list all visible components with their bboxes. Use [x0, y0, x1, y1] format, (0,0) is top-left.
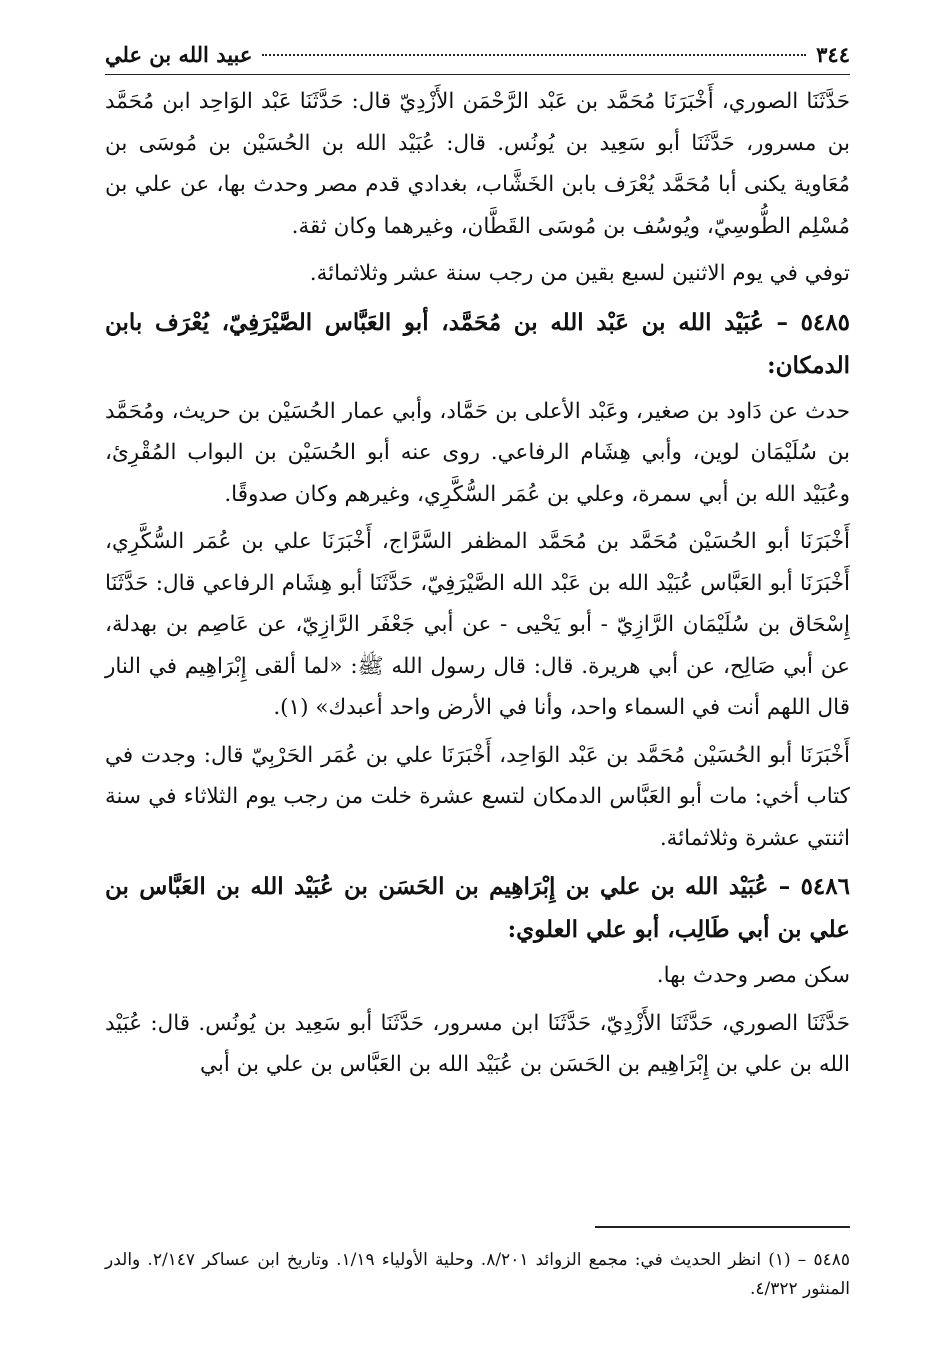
- paragraph: حَدَّثَنَا الصوري، حَدَّثَنَا الأَزْدِيّ، حَدَّثَنَا ابن مسرور، حَدَّثَنَا أبو سَعِيد بن يُونُس. قال: عُبَيْد الله بن علي بن إِبْرَاهِيم بن الحَسَن بن عُبَيْد الله بن العَبَّاس بن علي بن أبي: [105, 1010, 850, 1077]
- paragraph: حدث عن دَاود بن صغير، وعَبْد الأعلى بن حَمَّاد، وأبي عمار الحُسَيْن بن حريث، ومُحَمَّد بن سُلَيْمَان لوين، وأبي هِشَام الرفاعي. روى عنه أبو الحُسَيْن بن البواب المُقْرِئ، وعُبَيْد الله بن أبي سمرة، وعلي بن عُمَر السُّكَّرِي، وغيرهم وكان صدوقًا.: [105, 398, 850, 507]
- footnote-divider: [595, 1226, 850, 1228]
- running-header: [105, 40, 850, 75]
- paragraph: أَخْبَرَنَا أبو الحُسَيْن مُحَمَّد بن مُحَمَّد المظفر السَّرَّاج، أَخْبَرَنَا علي بن عُمَر السُّكَّرِي، أَخْبَرَنَا أبو العَبَّاس عُبَيْد الله بن عَبْد الله الصَّيْرَفِيّ، حَدَّثَنَا أبو هِشَام الرفاعي قال: حَدَّثَنَا إِسْحَاق بن سُلَيْمَان الرَّازِيّ - أبو يَحْيى - عن أبي جَعْفَر الرَّازِيّ، عن عَاصِم بن بهدلة، عن أبي صَالِح، عن أبي هريرة. قال: قال رسول الله ﷺ: «لما ألقى إِبْرَاهِيم في النار قال اللهم أنت في السماء واحد، وأنا في الأرض واحد أعبدك» (١).: [105, 529, 850, 720]
- leader-dots: [262, 54, 806, 56]
- footnote: ٥٤٨٥ – (١) انظر الحديث في: مجمع الزوائد ٨/٢٠١. وحلية الأولياء ١/١٩. وتاريخ ابن عساكر ٢/١٤٧. والدر المنثور ٤/٣٢٢.: [105, 1250, 850, 1299]
- entry-heading-5486: ٥٤٨٦ – عُبَيْد الله بن علي بن إِبْرَاهِيم بن الحَسَن بن عُبَيْد الله بن العَبَّاس بن علي بن أبي طَالِب، أبو علي العلوي:: [105, 873, 850, 943]
- page-number: ٣٤٤: [816, 42, 850, 67]
- paragraph: توفي في يوم الاثنين لسبع بقين من رجب سنة عشر وثلاثمائة.: [309, 261, 850, 286]
- entry-heading-5485: ٥٤٨٥ – عُبَيْد الله بن عَبْد الله بن مُحَمَّد، أبو العَبَّاس الصَّيْرَفِيّ، يُعْرَف بابن الدمكان:: [105, 308, 850, 379]
- paragraph: أَخْبَرَنَا أبو الحُسَيْن مُحَمَّد بن عَبْد الوَاحِد، أَخْبَرَنَا علي بن عُمَر الحَرْبِيّ قال: وجدت في كتاب أخي: مات أبو العَبَّاس الدمكان لتسع عشرة خلت من رجب يوم الثلاثاء في سنة اثنتي عشرة وثلاثمائة.: [105, 742, 850, 851]
- paragraph: سكن مصر وحدث بها.: [656, 963, 850, 988]
- running-title: عبيد الله بن علي: [105, 42, 253, 67]
- paragraph: حَدَّثَنَا الصوري، أَخْبَرَنَا مُحَمَّد بن عَبْد الرَّحْمَن الأَزْدِيّ قال: حَدَّثَنَا عَبْد الوَاحِد ابن مُحَمَّد بن مسرور، حَدَّثَنَا أبو سَعِيد بن يُونُس. قال: عُبَيْد الله بن الحُسَيْن بن مُوسَى بن مُعَاوية يكنى أبا مُحَمَّد يُعْرَف بابن الخَشَّاب، بغدادي قدم مصر وحدث بها، عن علي بن مُسْلِم الطُّوسِيّ، ويُوسُف بن مُوسَى القَطَّان، وغيرهما وكان ثقة.: [105, 89, 850, 239]
- footnotes: [105, 1246, 850, 1304]
- main-text: [105, 81, 850, 1086]
